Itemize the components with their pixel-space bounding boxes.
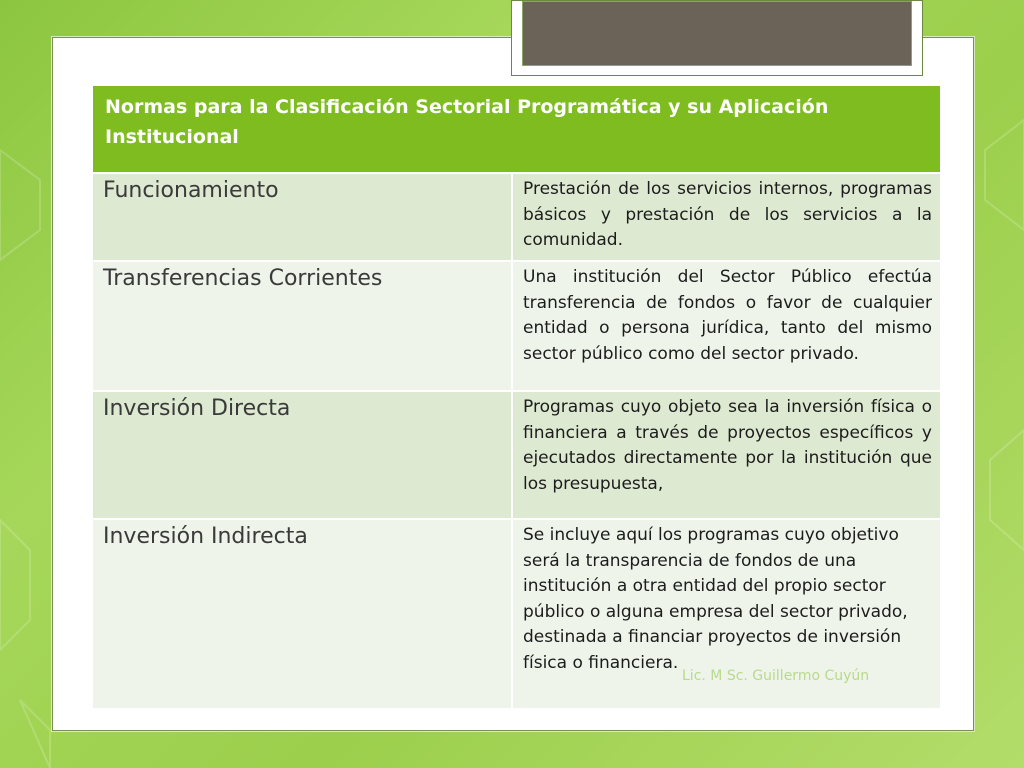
table-row: [93, 390, 940, 518]
header-image: [522, 1, 912, 66]
row-term: Transferencias Corrientes: [93, 262, 513, 390]
row-term: Funcionamiento: [93, 174, 513, 260]
row-term: Inversión Directa: [93, 392, 513, 518]
slide-footer: Lic. M Sc. Guillermo Cuyún: [682, 668, 870, 684]
table-row: [93, 260, 940, 390]
classification-table: [93, 86, 940, 708]
row-description: Prestación de los servicios internos, programas básicos y prestación de los servicios a la comunidad.: [513, 174, 940, 260]
table-row: [93, 172, 940, 260]
header-image-frame: [511, 0, 923, 76]
row-term: Inversión Indirecta: [93, 520, 513, 708]
row-description: Programas cuyo objeto sea la inversión física o financiera a través de proyectos específicos y ejecutados directamente por la institución que los presupuesta,: [513, 392, 940, 518]
row-description: Se incluye aquí los programas cuyo objetivo será la transparencia de fondos de una institución a otra entidad del propio sector público o alguna empresa del sector privado, destinada a financiar proyectos de inversión física o financiera.: [513, 520, 940, 708]
table-header: Normas para la Clasificación Sectorial Programática y su Aplicación Institucional: [93, 86, 940, 172]
row-description: Una institución del Sector Público efectúa transferencia de fondos o favor de cualquier entidad o persona jurídica, tanto del mismo sector público como del sector privado.: [513, 262, 940, 390]
